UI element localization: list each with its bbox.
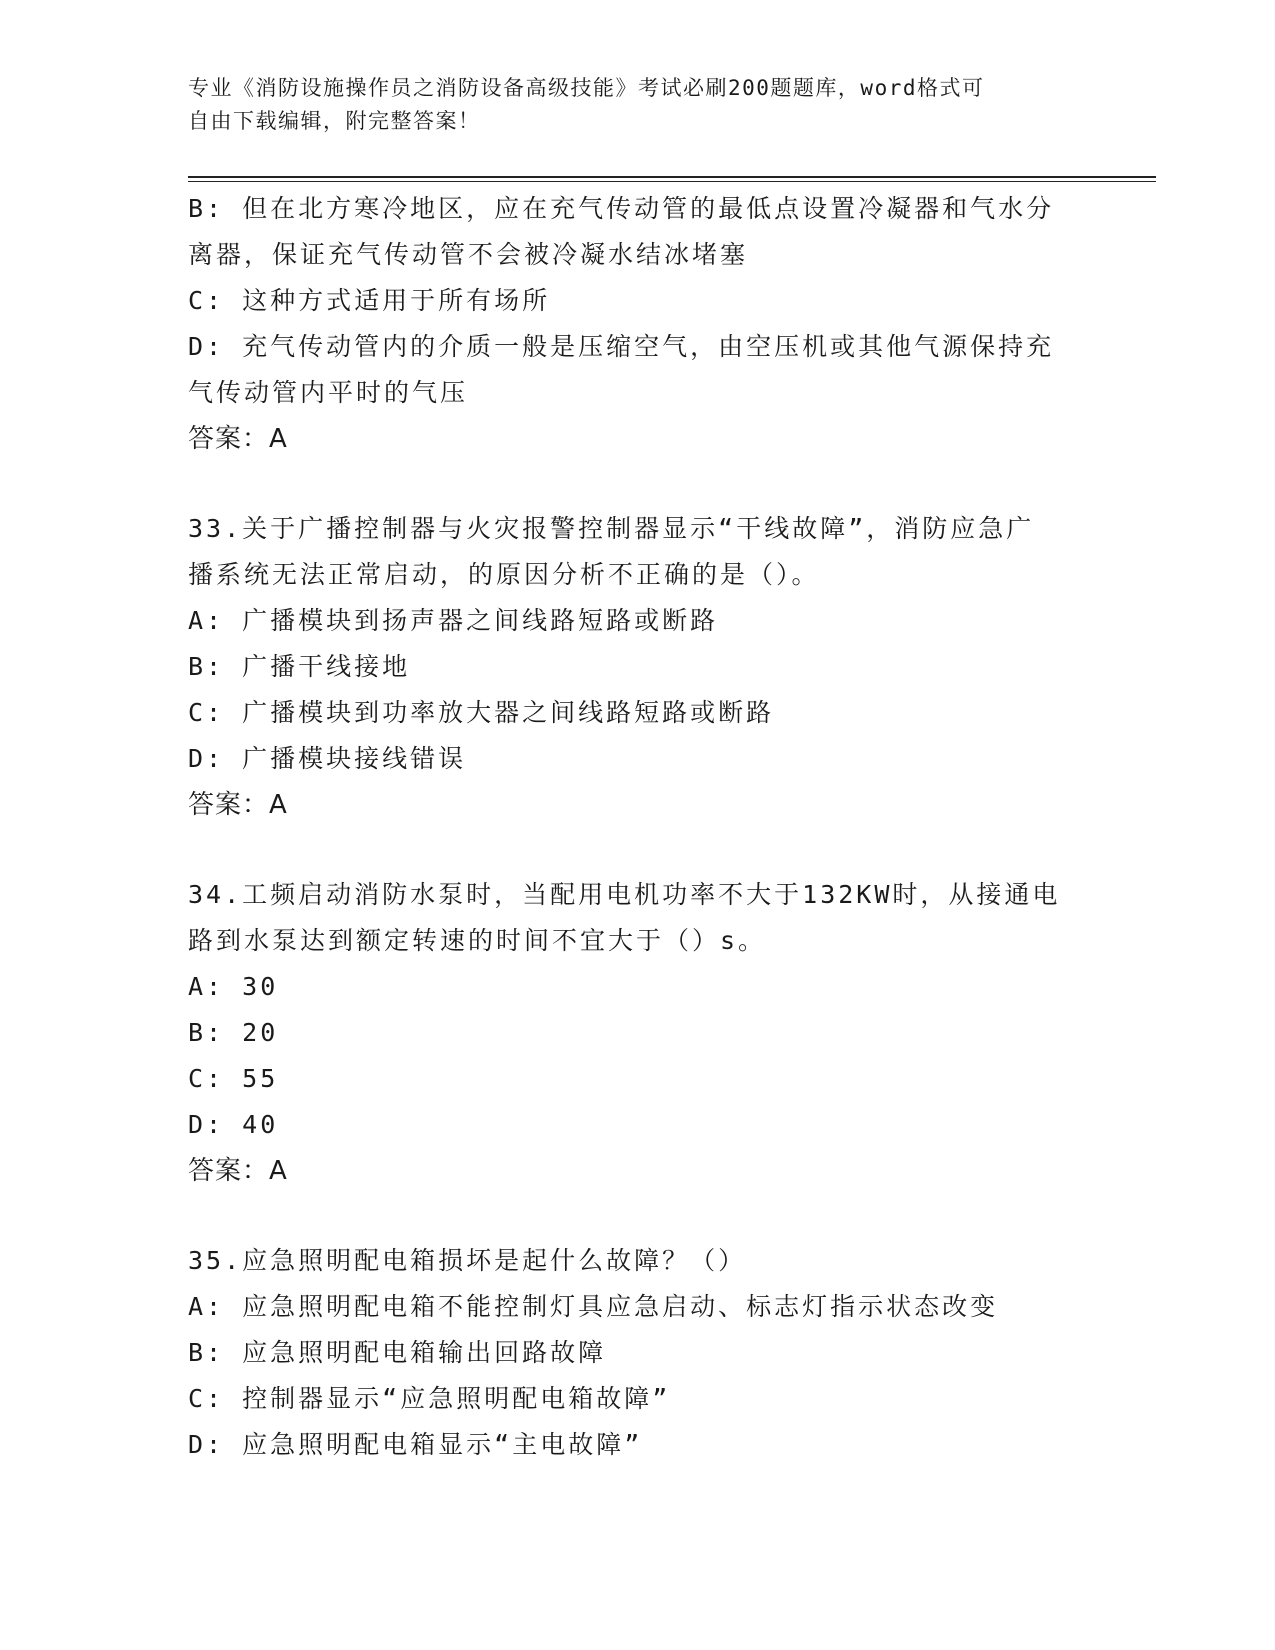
question-stem-line-1: 33.关于广播控制器与火灾报警控制器显示“干线故障”，消防应急广: [188, 514, 1035, 543]
header-line-2: 自由下载编辑，附完整答案！: [188, 109, 481, 133]
option-b-line-2: 离器，保证充气传动管不会被冷凝水结冰堵塞: [188, 240, 749, 269]
option-a: A: 30: [188, 972, 279, 1001]
answer-label: 答案：A: [188, 424, 288, 454]
option-d-line-2: 气传动管内平时的气压: [188, 378, 469, 407]
prev-question: [188, 186, 1078, 462]
question-33: [188, 506, 1078, 828]
option-d: D: 应急照明配电箱显示“主电故障”: [188, 1430, 643, 1459]
question-stem-line-1: 34.工频启动消防水泵时，当配用电机功率不大于132KW时，从接通电: [188, 880, 1061, 909]
option-b: B: 20: [188, 1018, 279, 1047]
answer-label: 答案：A: [188, 790, 288, 820]
option-c: C: 这种方式适用于所有场所: [188, 286, 551, 315]
question-35: [188, 1238, 1078, 1468]
option-a: A: 应急照明配电箱不能控制灯具应急启动、标志灯指示状态改变: [188, 1292, 999, 1321]
option-d: D: 40: [188, 1110, 279, 1139]
option-c: C: 控制器显示“应急照明配电箱故障”: [188, 1384, 671, 1413]
option-b: B: 广播干线接地: [188, 652, 411, 681]
option-b-line-1: B: 但在北方寒冷地区，应在充气传动管的最低点设置冷凝器和气水分: [188, 194, 1055, 223]
option-b: B: 应急照明配电箱输出回路故障: [188, 1338, 607, 1367]
option-d-line-1: D: 充气传动管内的介质一般是压缩空气，由空压机或其他气源保持充: [188, 332, 1055, 361]
option-c: C: 广播模块到功率放大器之间线路短路或断路: [188, 698, 775, 727]
question-stem-line-2: 播系统无法正常启动，的原因分析不正确的是（）。: [188, 560, 820, 589]
option-c: C: 55: [188, 1064, 279, 1093]
question-stem-line-1: 35.应急照明配电箱损坏是起什么故障？（）: [188, 1246, 747, 1275]
question-stem-line-2: 路到水泵达到额定转速的时间不宜大于（）s。: [188, 926, 767, 955]
question-content: [188, 186, 1078, 1468]
option-a: A: 广播模块到扬声器之间线路短路或断路: [188, 606, 719, 635]
answer-label: 答案：A: [188, 1156, 288, 1186]
header-rule-thick: [188, 176, 1156, 178]
option-d: D: 广播模块接线错误: [188, 744, 467, 773]
page-header: [188, 72, 1088, 138]
header-line-1: 专业《消防设施操作员之消防设备高级技能》考试必刷200题题库，word格式可: [188, 76, 985, 100]
header-rule-thin: [188, 181, 1156, 182]
question-34: [188, 872, 1078, 1194]
